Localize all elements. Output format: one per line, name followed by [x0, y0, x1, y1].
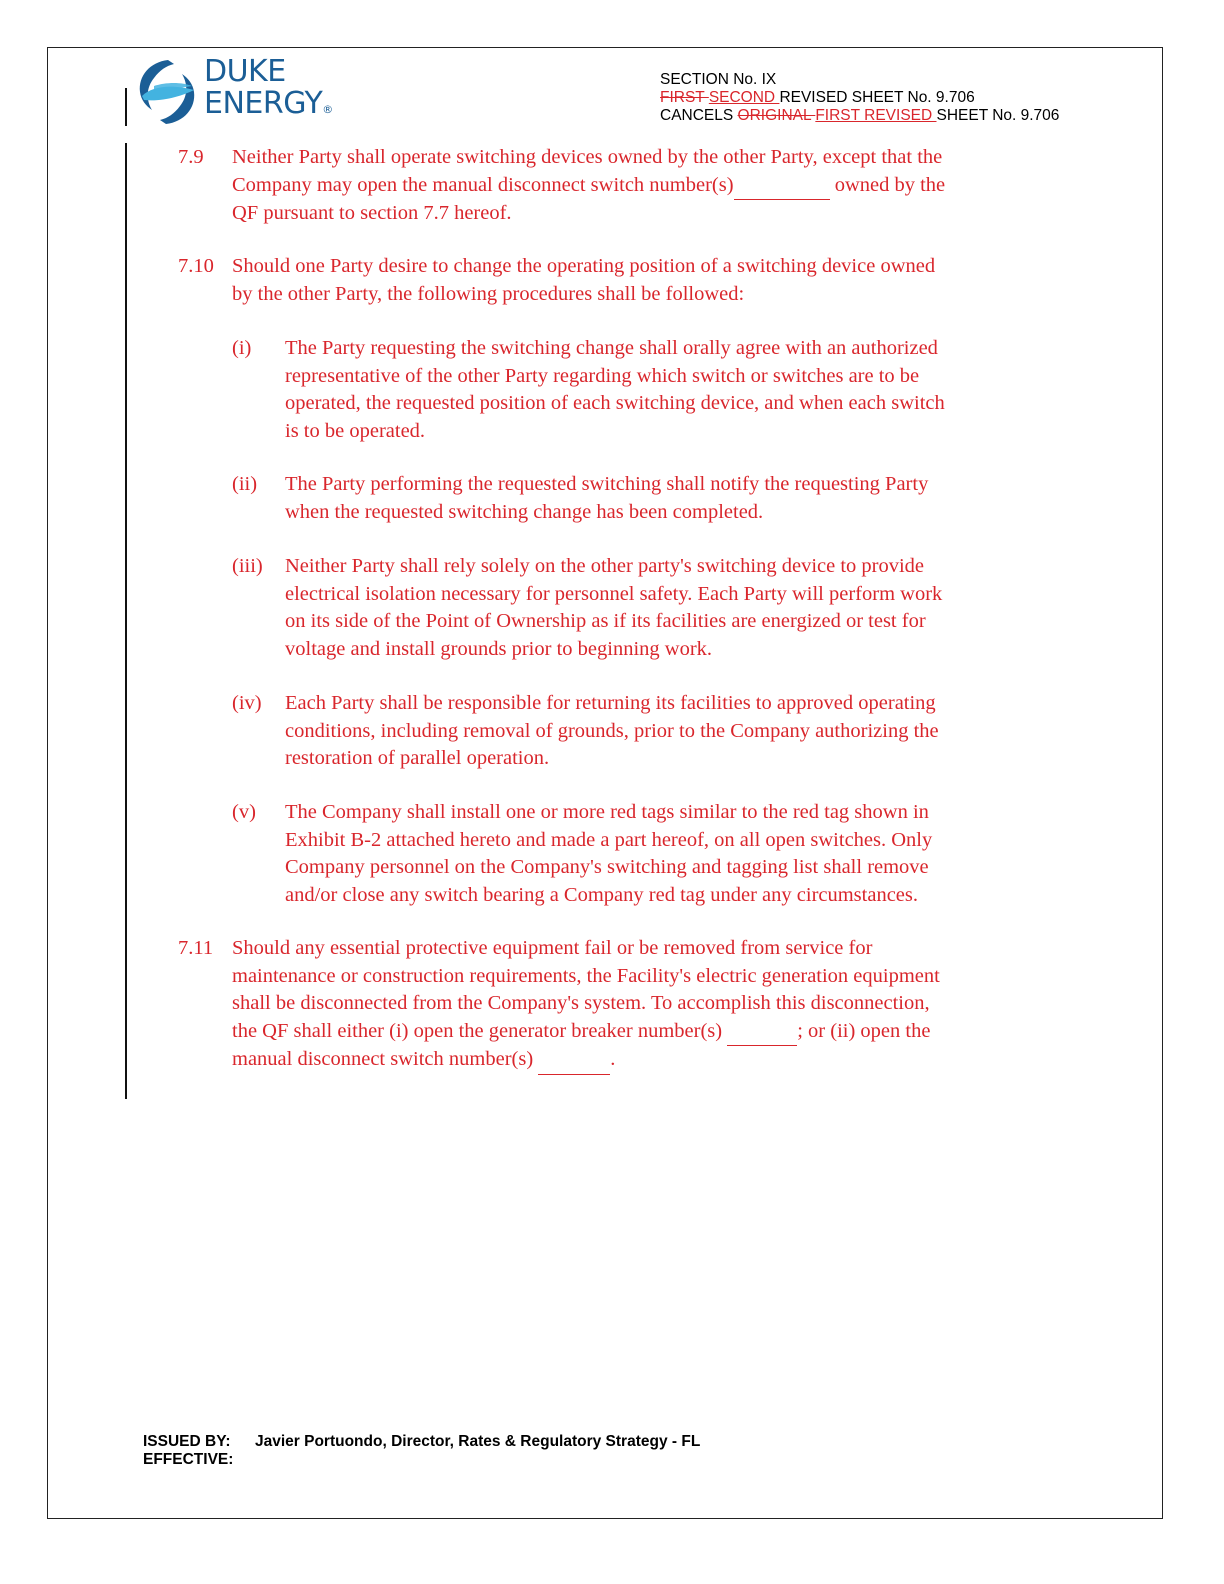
text-line: and/or close any switch bearing a Company red tag under any circumstances. [285, 883, 919, 906]
text-line: . [610, 1048, 616, 1070]
text-line: Should any essential protective equipment fail or be removed from service for [232, 937, 873, 959]
cancels-rest-text: SHEET No. 9.706 [936, 107, 1060, 124]
effective-label: EFFECTIVE: [143, 1451, 234, 1468]
text-line: is to be operated. [285, 419, 426, 442]
item-number: (ii) [232, 473, 258, 495]
text-line: voltage and install grounds prior to beginning work. [285, 637, 713, 660]
text-line: QF pursuant to section 7.7 hereof. [232, 202, 512, 224]
fill-in-blank [727, 1018, 797, 1047]
text-line: Should one Party desire to change the operating position of a switching device owned [232, 255, 936, 277]
text-line: The Party performing the requested switching shall notify the requesting Party [285, 473, 929, 495]
text-line: conditions, including removal of grounds, prior to the Company authorizing the [285, 719, 939, 742]
item-text [285, 553, 942, 663]
text-line: restoration of parallel operation. [285, 747, 550, 769]
text-line: Company personnel on the Company's switching and tagging list shall remove [285, 856, 929, 878]
logo-mark-icon [132, 56, 202, 128]
section-7-9 [178, 144, 1068, 228]
item-iii [232, 553, 1072, 665]
text-line: shall be disconnected from the Company's system. To accomplish this disconnection, [232, 992, 930, 1014]
footer [143, 1433, 700, 1469]
text-line: Company may open the manual disconnect switch number(s) [232, 173, 734, 196]
item-number: (v) [232, 801, 256, 823]
issued-by-label: ISSUED BY: [143, 1433, 231, 1450]
section-text-7-10 [232, 253, 935, 308]
change-bar-body [125, 143, 127, 1099]
text-line: when the requested switching change has been completed. [285, 500, 764, 523]
issued-by-value: Javier Portuondo, Director, Rates & Regulatory Strategy - FL [255, 1433, 701, 1450]
text-line: Exhibit B-2 attached hereto and made a part hereof, on all open switches. Only [285, 828, 933, 851]
section-number-7-10: 7.10 [178, 255, 214, 277]
item-number: (iii) [232, 555, 263, 577]
sheet-inserted-text: SECOND [708, 89, 780, 106]
cancels-deleted-text: ORIGINAL [737, 107, 816, 124]
section-7-11 [178, 935, 1068, 1075]
revised-sheet-line [660, 89, 1059, 107]
text-line: ; or (ii) open the [797, 1019, 931, 1042]
section-7-10 [178, 253, 1068, 309]
text-line: by the other Party, the following procedures shall be followed: [232, 282, 745, 305]
text-line: owned by the [829, 173, 946, 196]
text-line: Each Party shall be responsible for returning its facilities to approved operating [285, 692, 936, 714]
logo-registered-mark: ® [322, 103, 333, 116]
item-i [232, 335, 1072, 447]
text-line: the QF shall either (i) open the generator breaker number(s) [232, 1019, 728, 1042]
section-number: SECTION No. IX [660, 71, 777, 88]
sheet-rest-text: REVISED SHEET No. 9.706 [779, 89, 975, 106]
fill-in-blank [734, 172, 830, 201]
text-line: manual disconnect switch number(s) [232, 1048, 539, 1070]
item-ii [232, 471, 1072, 527]
logo-wordmark [204, 56, 333, 126]
text-line: electrical isolation necessary for personnel safety. Each Party will perform work [285, 582, 943, 605]
cancels-sheet-line [660, 107, 1059, 125]
text-line: on its side of the Point of Ownership as if its facilities are energized or test for [285, 610, 926, 632]
text-line: The Party requesting the switching change shall orally agree with an authorized [285, 337, 938, 359]
text-line: Neither Party shall operate switching devices owned by the other Party, except that the [232, 146, 943, 168]
fill-in-blank [538, 1046, 610, 1075]
section-text-7-9 [232, 144, 945, 228]
item-iv [232, 690, 1072, 774]
text-line: Neither Party shall rely solely on the other party's switching device to provide [285, 555, 925, 577]
cancels-inserted-text: FIRST REVISED [815, 107, 937, 124]
section-number-7-11: 7.11 [178, 937, 214, 959]
section-number-7-9: 7.9 [178, 146, 204, 168]
item-number: (i) [232, 337, 252, 359]
item-v [232, 799, 1072, 911]
item-text [285, 799, 932, 909]
sheet-deleted-text: FIRST [660, 89, 709, 106]
change-bar-header [125, 88, 127, 126]
cancels-prefix: CANCELS [660, 107, 738, 124]
logo-line-energy: ENERGY [204, 86, 323, 121]
item-text [285, 471, 928, 526]
text-line: representative of the other Party regarding which switch or switches are to be [285, 364, 920, 387]
duke-energy-logo [132, 56, 352, 128]
item-text [285, 335, 945, 445]
section-text-7-11 [232, 935, 940, 1075]
sheet-header [660, 71, 1059, 125]
logo-line-duke: DUKE [204, 54, 286, 89]
item-text [285, 690, 939, 773]
item-number: (iv) [232, 692, 262, 714]
text-line: operated, the requested position of each switching device, and when each switch [285, 392, 945, 414]
text-line: The Company shall install one or more red tags similar to the red tag shown in [285, 801, 929, 823]
text-line: maintenance or construction requirements, the Facility's electric generation equipment [232, 964, 940, 987]
